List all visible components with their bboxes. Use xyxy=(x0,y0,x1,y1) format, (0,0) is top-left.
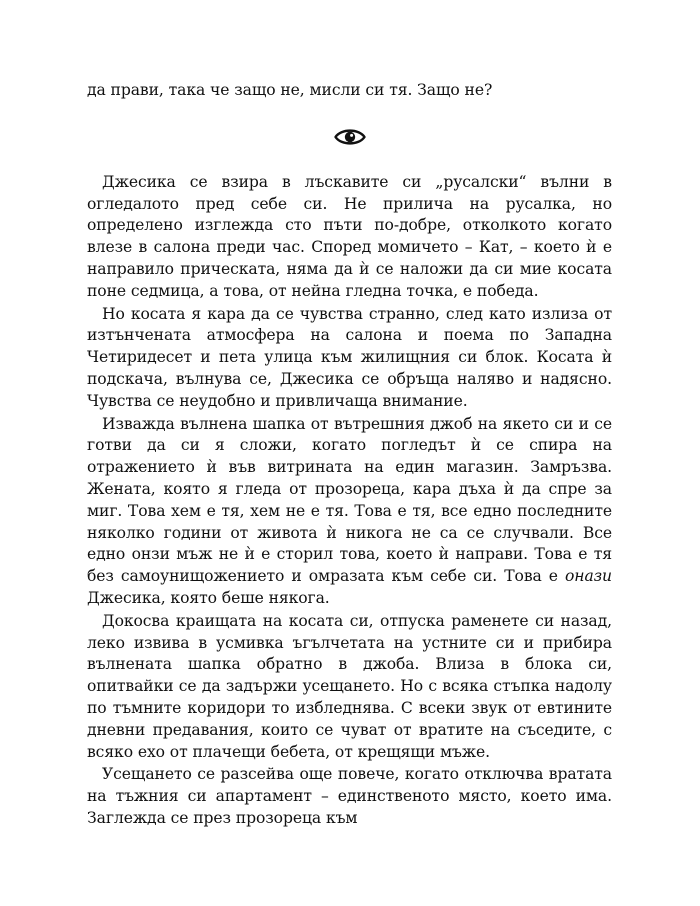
paragraph-3-text-end: Джесика, която беше някога. xyxy=(87,588,330,607)
paragraph-2 xyxy=(87,304,612,413)
paragraph-1 xyxy=(87,172,612,303)
paragraph-5-text: Усещането се разсейва още повече, когато отключва вратата на тъжния си апартамент – единственото място, което има. Заглежда се през прозореца към xyxy=(87,765,612,827)
section-divider xyxy=(87,102,612,172)
eye-icon xyxy=(334,127,366,147)
paragraph-4-text: Докосва краищата на косата си, отпуска раменете си назад, леко извива в усмивка ъгълчетата на устните си и прибира вълнената шапка обратно в джоба. Влиза в блока си, опитвайки се да задържи усещането. Но с всяка стъпка надолу по тъмните коридори то избледнява. С всеки звук от евтините дневни предавания, които се чуват от вратите на съседите, с всяко ехо от плачещи бебета, от крещящи мъже. xyxy=(87,611,612,761)
book-page xyxy=(87,80,612,830)
paragraph-4 xyxy=(87,611,612,764)
paragraph-3-emphasis: онази xyxy=(564,567,612,586)
intro-line: да прави, така че защо не, мисли си тя. Защо не? xyxy=(87,81,493,99)
paragraph-1-text: Джесика се взира в лъскавите си „русалски“ вълни в огледалото пред себе си. Не прилича на русалка, но определено изглежда сто пъти по-добре, отколкото когато влезе в салона преди час. Според момичето – Кат, – което ѝ е направило прическата, няма да ѝ се наложи да си мие косата поне седмица, а това, от нейна гледна точка, е победа. xyxy=(87,172,612,300)
paragraph-3 xyxy=(87,414,612,610)
paragraph-3-text: Изважда вълнена шапка от вътрешния джоб на якето си и се готви да си я сложи, когато погледът ѝ се спира на отражението ѝ във витрината на един магазин. Замръзва. Жената, която я гледа от прозореца, кара дъха ѝ да спре за миг. Това хем е тя, хем не е тя. Това е тя, все едно последните няколко години от живота ѝ никога не са се случвали. Все едно онзи мъж не ѝ е сторил това, което ѝ направи. Това е тя без самоунищожението и омразата към себе си. Това е xyxy=(87,414,612,586)
paragraph-2-text: Но косата я кара да се чувства странно, след като излиза от изтънчената атмосфера на салона и поема по Западна Четиридесет и пета улица към жилищния си блок. Косата ѝ подскача, вълнува се, Джесика се обръща наляво и надясно. Чувства се неудобно и привличаща внимание. xyxy=(87,304,612,410)
paragraph-5 xyxy=(87,764,612,829)
